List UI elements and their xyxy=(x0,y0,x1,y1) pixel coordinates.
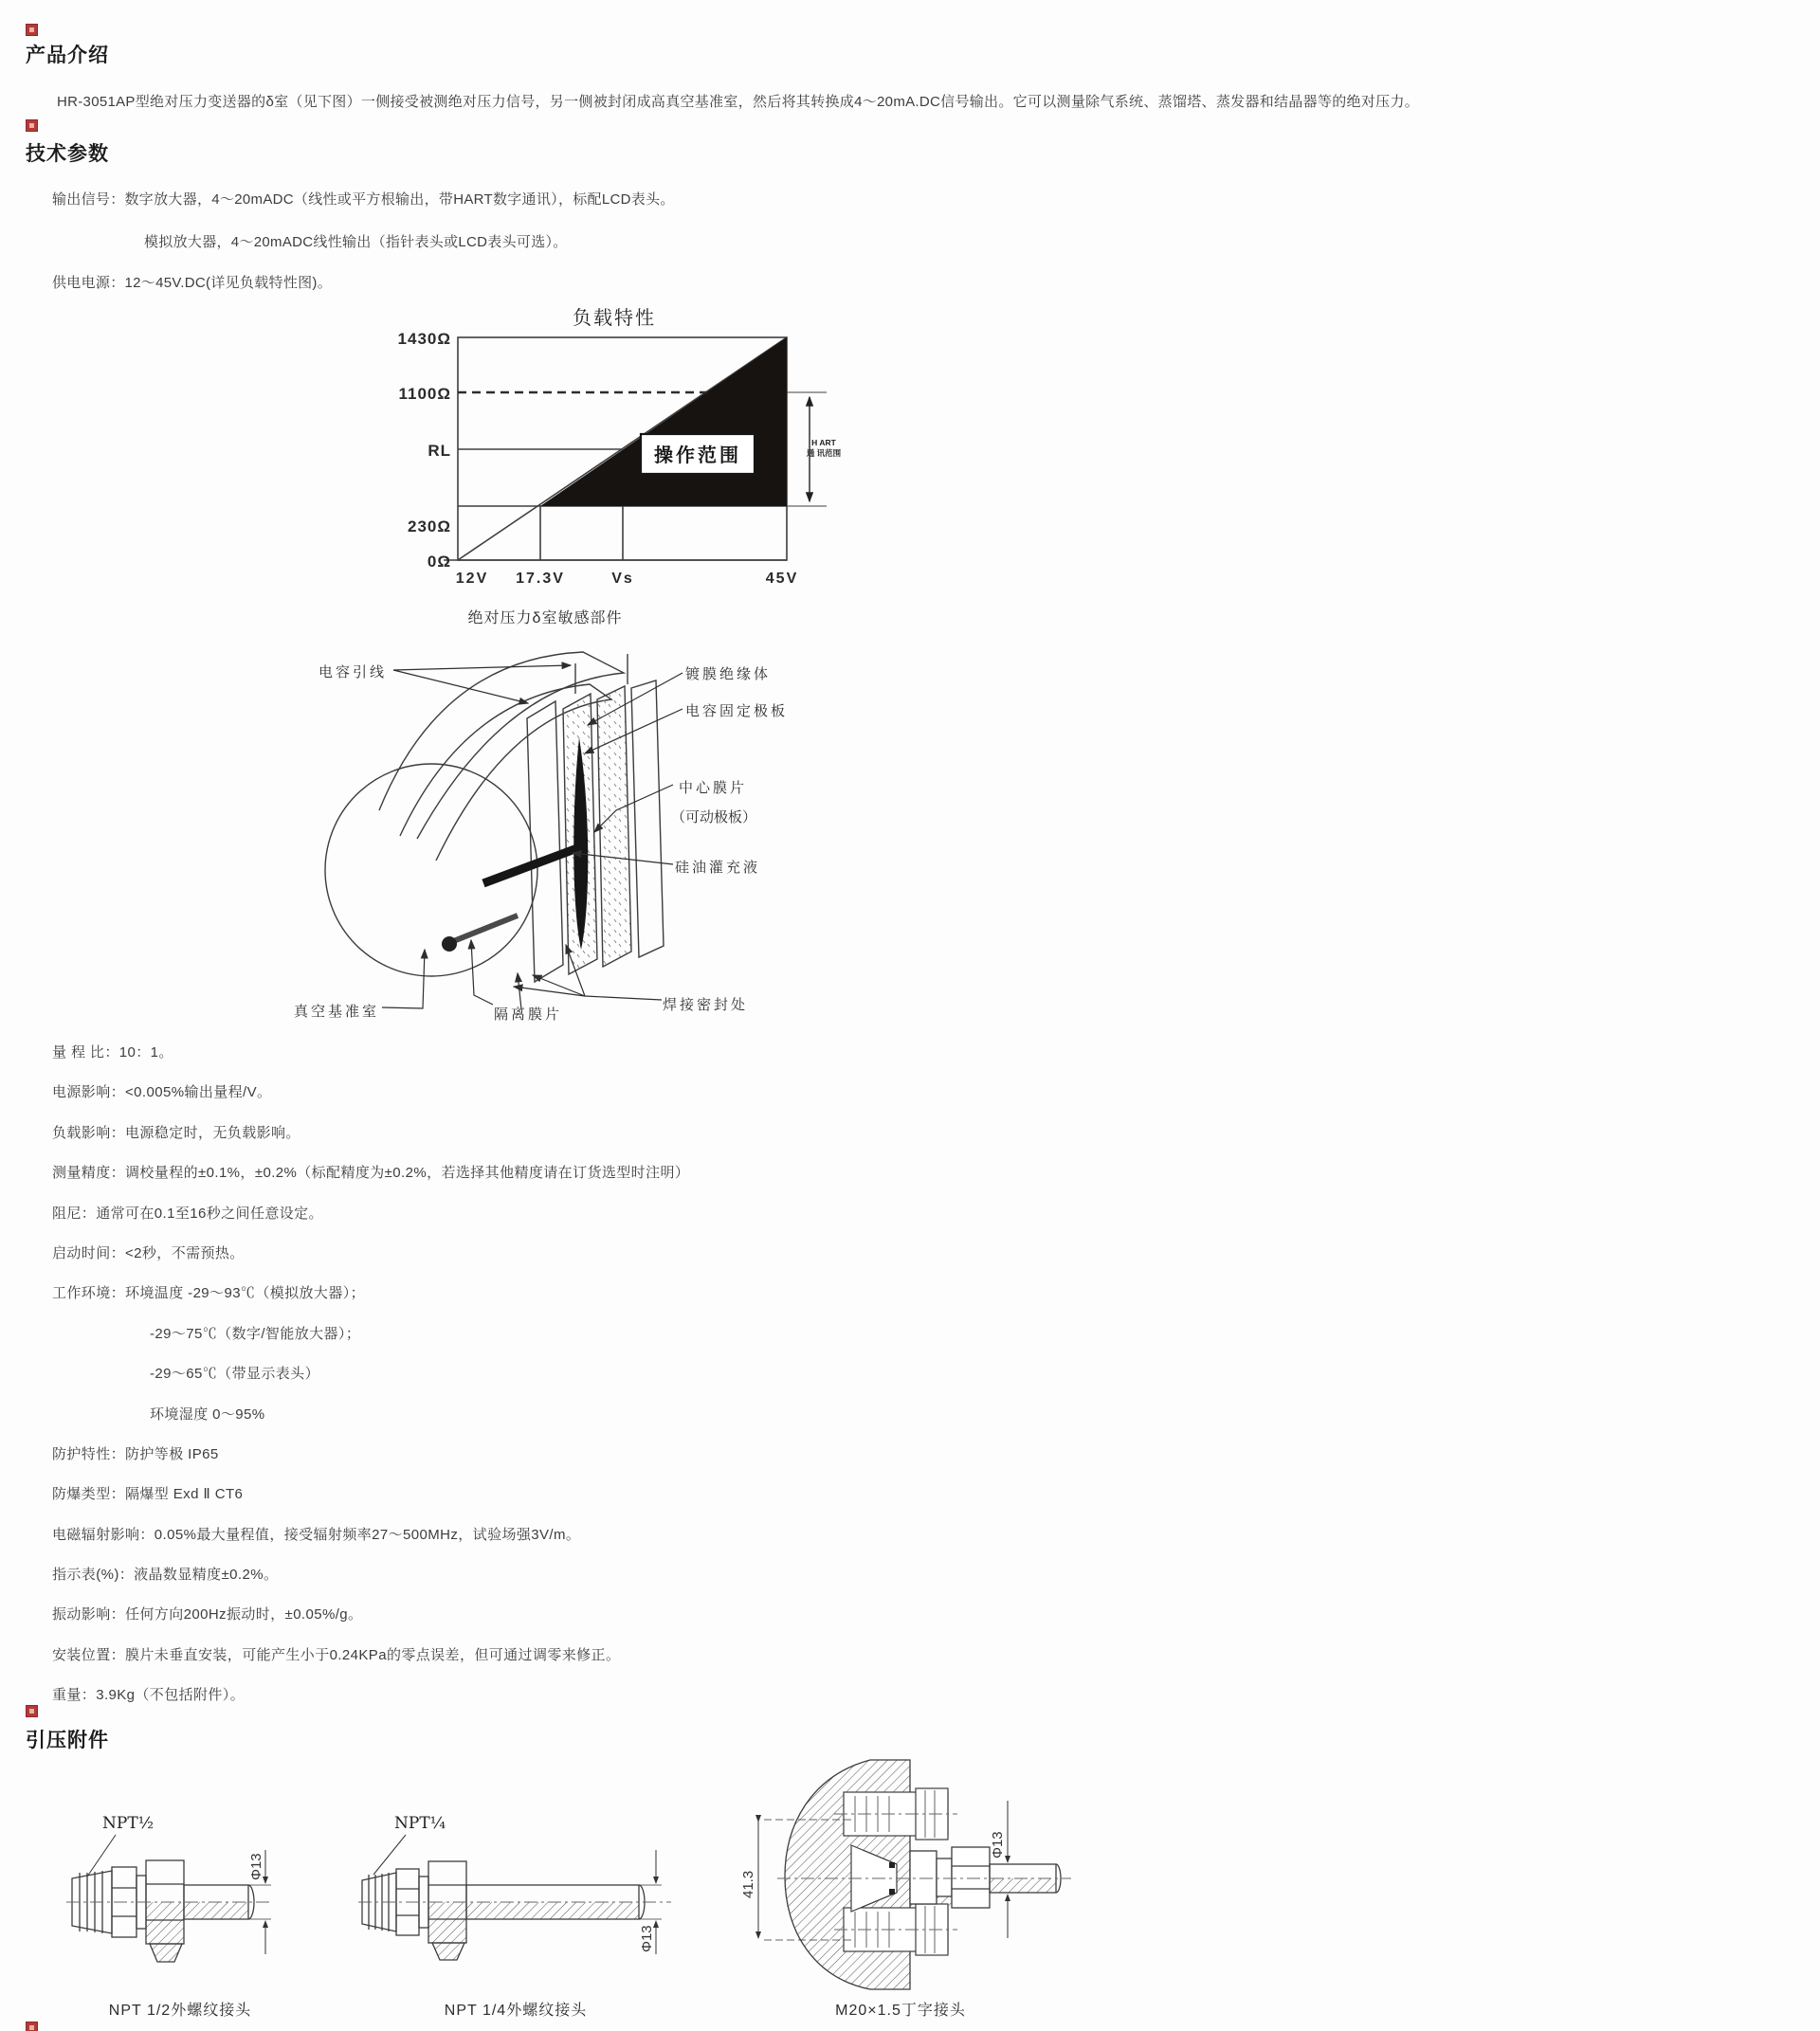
label-coated-insulator: 镀膜绝缘体 xyxy=(685,666,772,682)
hart-label-line2: 通 讯范围 xyxy=(806,448,842,458)
tech-power-line: 供电电源：12～45V.DC(详见负载特性图)。 xyxy=(52,275,333,291)
bullet-icon xyxy=(26,1705,38,1717)
ytick-1100: 1100Ω xyxy=(398,385,451,403)
operating-range-box xyxy=(641,434,755,474)
spec-environment: 工作环境：环境温度 -29～93℃（模拟放大器）； xyxy=(52,1285,366,1302)
spec-range-ratio: 量 程 比：10：1。 xyxy=(52,1044,173,1061)
xtick-vs: Vs xyxy=(611,571,634,587)
intro-paragraph: HR-3051AP型绝对压力变送器的δ室（见下图）一侧接受被测绝对压力信号，另一侧被封闭成高真空基准室，然后将其转换成4～20mA.DC信号输出。它可以测量除气系统、蒸馏塔、蒸发器和结晶器等的绝对压力。 xyxy=(57,94,1420,110)
spec-load-effect: 负载影响：电源稳定时，无负载影响。 xyxy=(52,1124,300,1141)
spec-vibration: 振动影响：任何方向200Hz振动时，±0.05%/g。 xyxy=(52,1606,363,1623)
spec-weight: 重量：3.9Kg（不包括附件）。 xyxy=(52,1687,246,1704)
tech-output-line1: 输出信号：数字放大器，4～20mADC（线性或平方根输出，带HART数字通讯），标配LCD表头。 xyxy=(52,191,675,208)
hatch-region xyxy=(72,1902,248,1944)
section-heading-intro: 产品介绍 xyxy=(26,45,109,66)
spec-mounting: 安装位置：膜片未垂直安装，可能产生小于0.24KPa的零点误差，但可通过调零来修正。 xyxy=(52,1646,621,1663)
ytick-0: 0Ω xyxy=(427,553,451,571)
sensor-housing xyxy=(325,652,664,982)
bullet-icon xyxy=(26,24,38,36)
label-center-diaphragm: 中心膜片 xyxy=(679,780,748,796)
chart-y-ticks xyxy=(398,330,451,571)
fitting-drawing-m20 xyxy=(730,1749,1081,1995)
bullet-icon xyxy=(26,119,38,132)
chart-x-ticks xyxy=(456,571,798,587)
npt14-thread-label: NPT¼ xyxy=(394,1814,446,1833)
stem-assembly xyxy=(910,1847,1061,1908)
height-label: 41.3 xyxy=(740,1870,756,1898)
label-fixed-plate: 电容固定极板 xyxy=(685,703,789,719)
hatch-region xyxy=(362,1902,639,1943)
sensor-diagram-title: 绝对压力δ室敏感部件 xyxy=(467,610,623,626)
spec-power-effect: 电源影响：<0.005%输出量程/V。 xyxy=(52,1084,272,1101)
label-silicone-oil: 硅油灌充液 xyxy=(675,860,761,876)
spec-explosion: 防爆类型：隔爆型 Exd Ⅱ CT6 xyxy=(52,1486,244,1503)
bullet-icon xyxy=(26,2022,38,2031)
operating-region-triangle xyxy=(540,337,787,506)
hart-label-line1: H ART xyxy=(811,438,836,447)
xtick-173v: 17.3V xyxy=(516,571,565,587)
label-capacitor-lead: 电容引线 xyxy=(318,664,388,680)
xtick-45v: 45V xyxy=(765,571,799,587)
load-characteristic-chart xyxy=(398,301,853,605)
npt12-thread-label: NPT½ xyxy=(102,1814,155,1833)
spec-temp-digital: -29～75℃（数字/智能放大器）； xyxy=(150,1325,361,1342)
spec-indicator: 指示表(%)：液晶数显精度±0.2%。 xyxy=(52,1567,279,1584)
ytick-1430: 1430Ω xyxy=(397,330,451,348)
spec-startup-time: 启动时间：<2秒，不需预热。 xyxy=(52,1244,245,1261)
spec-humidity: 环境湿度 0～95% xyxy=(150,1405,265,1423)
spec-damping: 阻尼：通常可在0.1至16秒之间任意设定。 xyxy=(52,1205,323,1222)
section-heading-tech: 技术参数 xyxy=(26,143,109,165)
xtick-12v: 12V xyxy=(455,571,489,587)
section-heading-fittings: 引压附件 xyxy=(26,1730,109,1751)
spec-protection: 防护特性：防护等极 IP65 xyxy=(52,1445,219,1462)
hart-range-annotation xyxy=(787,392,842,506)
dia13-label: Φ13 xyxy=(248,1853,264,1880)
dia13-label: Φ13 xyxy=(990,1831,1006,1859)
spec-list xyxy=(52,1033,1474,1716)
label-isolation-diaphragm: 隔离膜片 xyxy=(494,1006,563,1023)
spec-accuracy: 测量精度：调校量程的±0.1%，±0.2%（标配精度为±0.2%，若选择其他精度请在订货选型时注明） xyxy=(52,1165,690,1182)
label-movable-plate: （可动极板） xyxy=(671,809,757,825)
label-vacuum-chamber: 真空基准室 xyxy=(294,1004,380,1020)
tech-output-line2: 模拟放大器，4～20mADC线性输出（指针表头或LCD表头可选）。 xyxy=(144,234,568,250)
dia13-label: Φ13 xyxy=(639,1925,655,1952)
spec-emi: 电磁辐射影响：0.05%最大量程值，接受辐射频率27～500MHz，试验场强3V/m。 xyxy=(52,1526,581,1543)
fitting-caption-npt12: NPT 1/2外螺纹接头 xyxy=(108,2003,252,2019)
sensor-cutaway-diagram xyxy=(341,626,796,1033)
chart-title: 负载特性 xyxy=(573,308,656,329)
operating-range-label: 操作范围 xyxy=(654,445,741,466)
dimension-dia13 xyxy=(990,1801,1008,1938)
ytick-rl: RL xyxy=(428,442,451,460)
spec-temp-display: -29～65℃（带显示表头） xyxy=(150,1366,319,1383)
fitting-caption-m20: M20×1.5丁字接头 xyxy=(835,2003,966,2019)
fitting-caption-npt14: NPT 1/4外螺纹接头 xyxy=(444,2003,588,2019)
ytick-230: 230Ω xyxy=(408,517,451,535)
label-weld-seal: 焊接密封处 xyxy=(663,997,749,1013)
